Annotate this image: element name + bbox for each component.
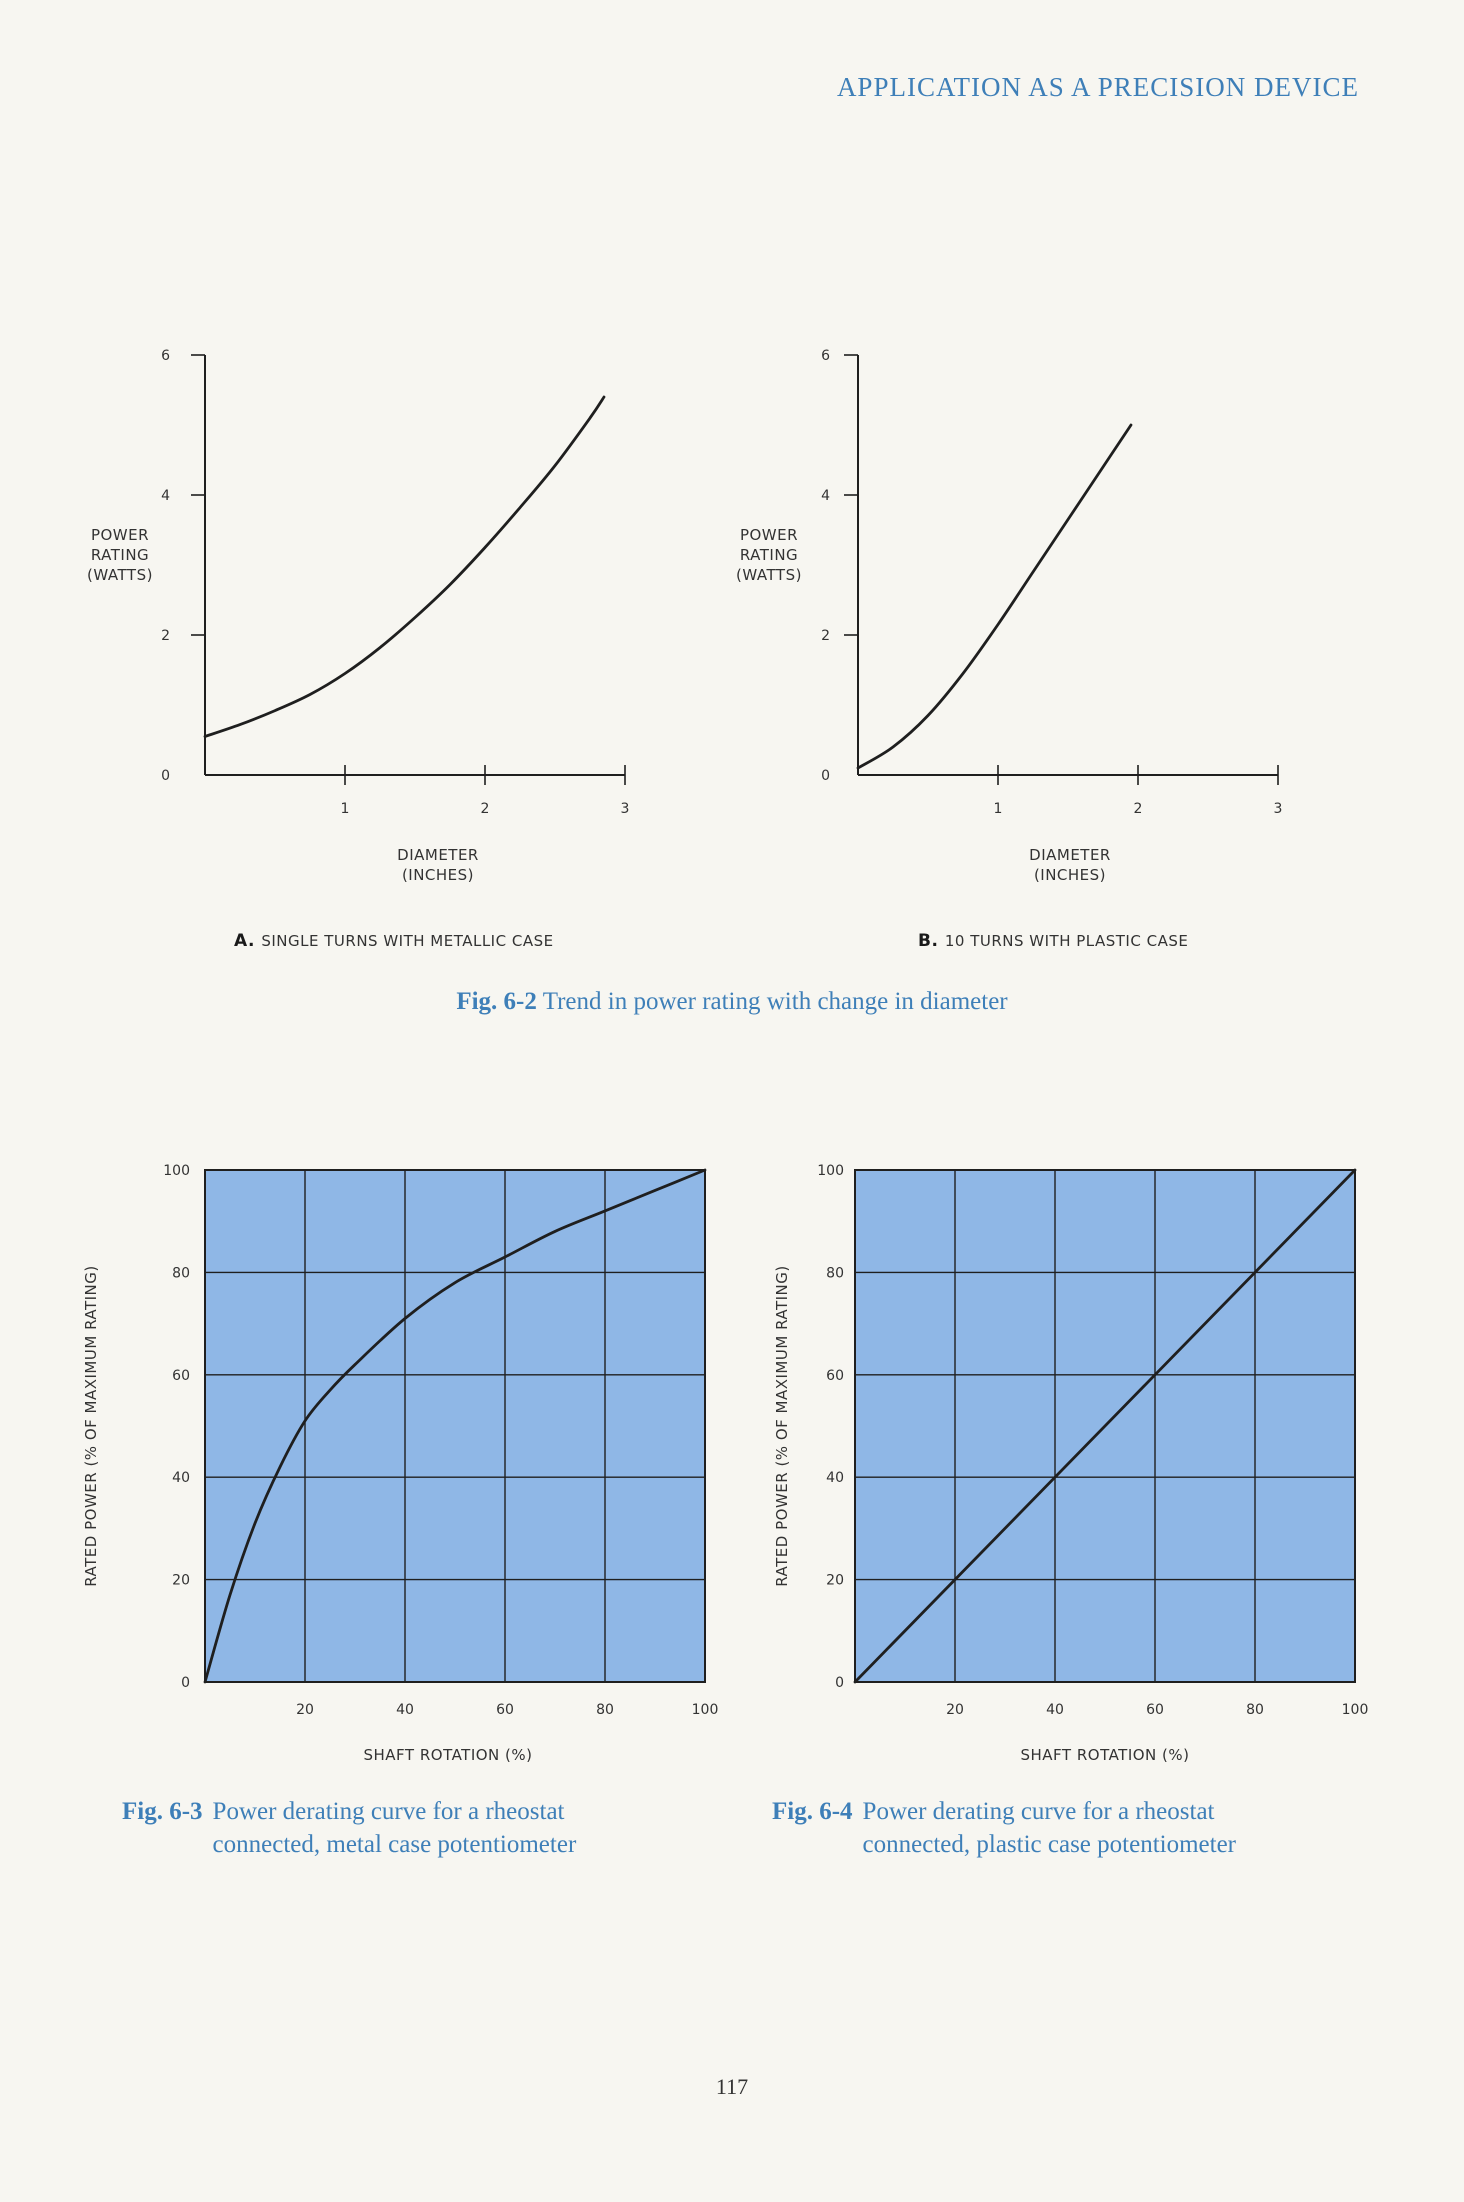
fig-6-4-caption-body bbox=[863, 1795, 1236, 1861]
fig-6-2b-ytick-label: 4 bbox=[821, 488, 830, 504]
fig-6-2b-ytick-label: 6 bbox=[821, 348, 830, 364]
fig-6-3-caption bbox=[122, 1795, 576, 1861]
fig-6-2b-xtick-label: 2 bbox=[1133, 801, 1143, 817]
fig-6-2b-sublabel-letter: B. bbox=[918, 931, 945, 951]
fig-6-3-xtick-label: 60 bbox=[496, 1702, 514, 1718]
fig-6-3-ytick-label: 20 bbox=[172, 1572, 190, 1589]
fig-6-3-caption-line-2: connected, metal case potentiometer bbox=[212, 1831, 577, 1858]
fig-6-3-caption-line-1: Power derating curve for a rheostat bbox=[212, 1798, 565, 1825]
fig-6-2a-chart bbox=[87, 348, 629, 951]
fig-6-2a-xtick-label: 2 bbox=[480, 801, 490, 817]
fig-6-3-ytick-label: 100 bbox=[163, 1163, 190, 1179]
fig-6-2b-sublabel-text: 10 TURNS WITH PLASTIC CASE bbox=[944, 932, 1189, 950]
fig-6-2b-ylabel-line: RATING bbox=[739, 546, 799, 564]
fig-6-2a-xlabel-line: (INCHES) bbox=[401, 866, 475, 884]
fig-6-2a-ytick-label: 0 bbox=[161, 768, 170, 784]
fig-6-2-caption-number: Fig. 6-2 bbox=[456, 988, 537, 1015]
fig-6-3-ytick-label: 60 bbox=[172, 1367, 190, 1384]
fig-6-4-xtick-label: 100 bbox=[1341, 1702, 1369, 1718]
fig-6-4-ytick-label: 60 bbox=[826, 1367, 844, 1384]
fig-6-3-ytick-label: 40 bbox=[172, 1470, 190, 1487]
fig-6-2b-ytick-label: 0 bbox=[821, 768, 830, 784]
fig-6-2b-series-line bbox=[858, 425, 1131, 768]
fig-6-3-ytick-label: 80 bbox=[172, 1265, 190, 1282]
fig-6-2b-ylabel-line: POWER bbox=[739, 526, 799, 544]
fig-6-4-caption bbox=[772, 1795, 1236, 1861]
fig-6-3-ylabel: RATED POWER (% OF MAXIMUM RATING) bbox=[82, 1265, 100, 1587]
fig-6-3-xtick-label: 100 bbox=[691, 1702, 719, 1718]
fig-6-2a-xlabel-line: DIAMETER bbox=[397, 846, 479, 864]
fig-6-2b-sublabel bbox=[918, 931, 1188, 951]
fig-6-2a-ylabel-line: POWER bbox=[90, 526, 150, 544]
fig-6-4-ytick-label: 40 bbox=[826, 1470, 844, 1487]
fig-6-4-caption-line-1: Power derating curve for a rheostat bbox=[862, 1798, 1215, 1825]
running-head: APPLICATION AS A PRECISION DEVICE bbox=[836, 72, 1359, 102]
fig-6-3-xlabel: SHAFT ROTATION (%) bbox=[363, 1746, 533, 1764]
fig-6-4-xtick-label: 60 bbox=[1146, 1702, 1164, 1718]
fig-6-3-xtick-label: 80 bbox=[596, 1702, 614, 1718]
fig-6-4-xtick-label: 20 bbox=[946, 1702, 964, 1718]
fig-6-2a-sublabel-text: SINGLE TURNS WITH METALLIC CASE bbox=[261, 932, 554, 950]
fig-6-2a-sublabel-letter: A. bbox=[234, 931, 262, 951]
fig-6-2a-sublabel bbox=[234, 931, 554, 951]
fig-6-3-plot-area bbox=[205, 1170, 705, 1682]
fig-6-2b-xtick-label: 1 bbox=[993, 801, 1003, 817]
fig-6-4-caption-line-2: connected, plastic case potentiometer bbox=[862, 1831, 1236, 1858]
fig-6-2b-chart bbox=[736, 348, 1282, 951]
fig-6-2-caption bbox=[0, 985, 1464, 1018]
fig-6-2b-xlabel-line: (INCHES) bbox=[1033, 866, 1107, 884]
fig-6-2b-xtick-label: 3 bbox=[1273, 801, 1283, 817]
fig-6-3-ytick-label: 0 bbox=[181, 1675, 190, 1691]
fig-6-3-chart bbox=[82, 1163, 718, 1764]
fig-6-4-caption-number: Fig. 6-4 bbox=[772, 1798, 853, 1825]
fig-6-2-caption-text: Trend in power rating with change in diameter bbox=[542, 988, 1008, 1015]
fig-6-2a-ylabel-line: (WATTS) bbox=[87, 566, 153, 584]
fig-6-3-xtick-label: 20 bbox=[296, 1702, 314, 1718]
fig-6-4-chart bbox=[773, 1163, 1368, 1764]
fig-6-2a-ytick-label: 2 bbox=[161, 628, 170, 644]
fig-6-2a-ytick-label: 6 bbox=[161, 348, 170, 364]
fig-6-3-xtick-label: 40 bbox=[396, 1702, 414, 1718]
fig-6-2b-ytick-label: 2 bbox=[821, 628, 830, 644]
fig-6-3-caption-number: Fig. 6-3 bbox=[122, 1798, 203, 1825]
fig-6-4-ytick-label: 20 bbox=[826, 1572, 844, 1589]
fig-6-3-caption-body bbox=[213, 1795, 577, 1861]
page-number: 117 bbox=[715, 2074, 749, 2099]
fig-6-2a-xtick-label: 3 bbox=[620, 801, 630, 817]
fig-6-4-xtick-label: 80 bbox=[1246, 1702, 1264, 1718]
fig-6-2a-ytick-label: 4 bbox=[161, 488, 170, 504]
fig-6-4-xtick-label: 40 bbox=[1046, 1702, 1064, 1718]
fig-6-4-ytick-label: 80 bbox=[826, 1265, 844, 1282]
fig-6-2a-ylabel-line: RATING bbox=[90, 546, 150, 564]
fig-6-2b-xlabel-line: DIAMETER bbox=[1029, 846, 1111, 864]
fig-6-2a-xtick-label: 1 bbox=[340, 801, 350, 817]
fig-6-4-ylabel: RATED POWER (% OF MAXIMUM RATING) bbox=[773, 1265, 791, 1587]
fig-6-2a-series-line bbox=[205, 397, 604, 737]
fig-6-4-ytick-label: 100 bbox=[817, 1163, 844, 1179]
fig-6-4-xlabel: SHAFT ROTATION (%) bbox=[1020, 1746, 1190, 1764]
fig-6-4-ytick-label: 0 bbox=[835, 1675, 844, 1691]
fig-6-2b-ylabel-line: (WATTS) bbox=[736, 566, 802, 584]
